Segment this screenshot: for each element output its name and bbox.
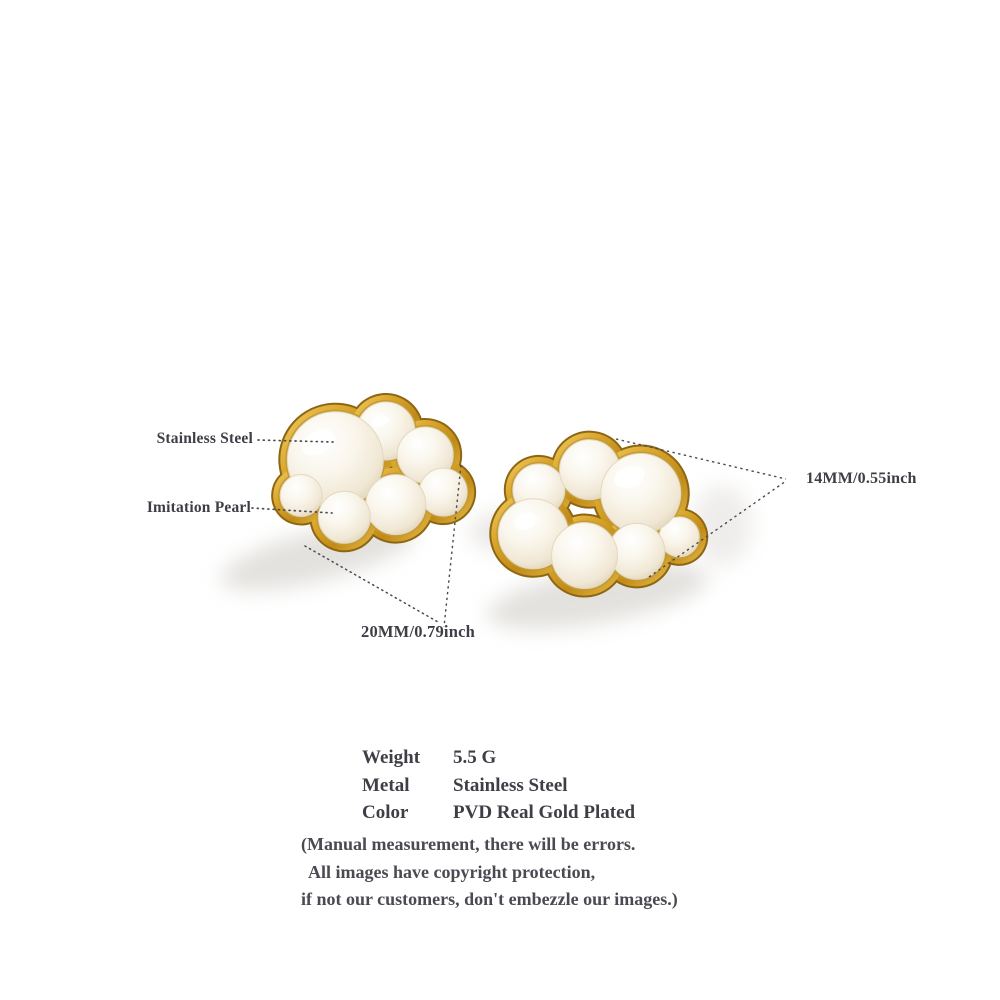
spec-label-metal: Metal	[362, 774, 410, 796]
callout-width-dimension: 20MM/0.79inch	[361, 622, 475, 641]
spec-table	[362, 744, 635, 827]
spec-value-metal: Stainless Steel	[453, 774, 568, 796]
disclaimer-line-1: (Manual measurement, there will be errors.	[301, 834, 636, 854]
disclaimer-line-3: if not our customers, don't embezzle our images.)	[301, 889, 678, 909]
spec-label-weight: Weight	[362, 747, 421, 768]
spec-value-weight: 5.5 G	[453, 747, 497, 768]
spec-row-color	[362, 799, 635, 827]
callout-stainless-steel: Stainless Steel	[156, 430, 253, 447]
disclaimer-line-2: All images have copyright protection,	[308, 861, 596, 882]
spec-value-color: PVD Real Gold Plated	[453, 802, 636, 823]
spec-row-metal	[362, 772, 635, 800]
disclaimer-text	[301, 831, 678, 914]
spec-label-color: Color	[362, 802, 409, 823]
spec-row-weight	[362, 744, 635, 772]
callout-height-dimension: 14MM/0.55inch	[806, 470, 917, 487]
earring-left-photo	[266, 389, 479, 557]
callout-imitation-pearl: Imitation Pearl	[146, 499, 251, 516]
